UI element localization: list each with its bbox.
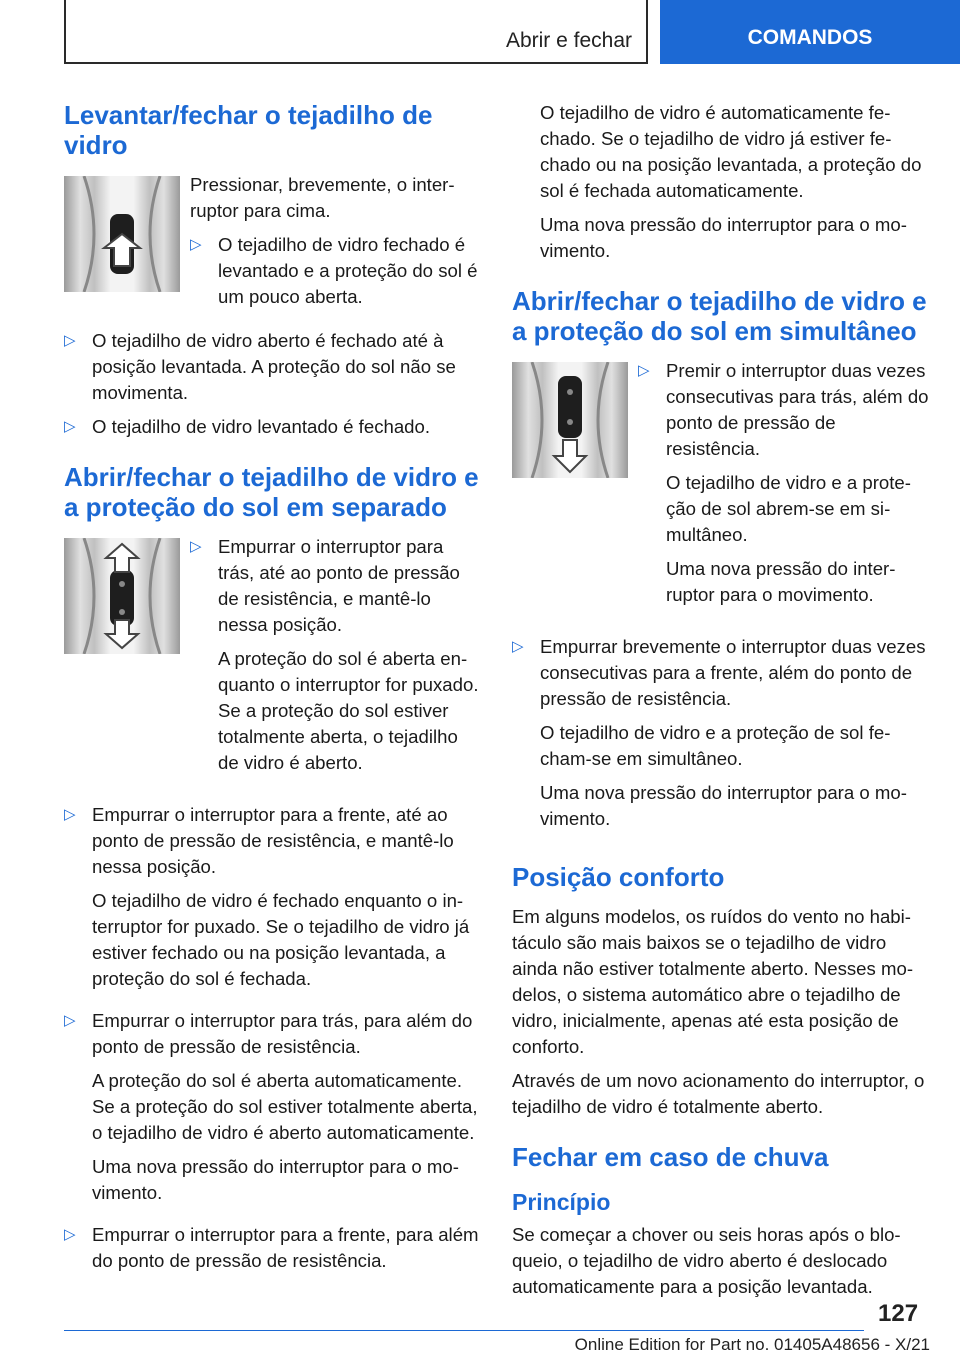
triangle-bullet-icon: ▷ (638, 362, 650, 379)
bullet-para: Uma nova pressão do interruptor para o movimento. (540, 214, 907, 261)
triangle-bullet-icon: ▷ (190, 538, 202, 555)
bullet-para: Uma nova pressão do interruptor para o movimento. (540, 782, 907, 829)
footer-divider (64, 1330, 864, 1331)
heading-comfort-position: Posição conforto (512, 862, 725, 892)
triangle-bullet-icon: ▷ (64, 1226, 76, 1243)
list-item (64, 328, 482, 406)
switch-up-down-illustration (64, 538, 180, 654)
bullet-para: Uma nova pressão do interruptor para o movimento. (92, 1156, 459, 1203)
comfort-para-2: Através de um novo acionamento do interruptor, o tejadilho de vidro é totalmente aberto. (512, 1070, 925, 1117)
list-item (64, 1222, 482, 1282)
switch-down-illustration (512, 362, 628, 478)
bullet-text: O tejadilho de vidro aberto é fechado até à posição levantada. A proteção do sol não se movimenta. (92, 330, 456, 403)
bullet-text: Premir o interruptor duas vezes consecutivas para trás, além do ponto de pressão de resistência. (666, 360, 929, 459)
heading-rain-close: Fechar em caso de chuva (512, 1142, 829, 1172)
header-section-box (64, 0, 648, 64)
page-number: 127 (878, 1300, 919, 1327)
list-item (64, 802, 482, 1000)
bullet-text: Empurrar o interruptor para trás, para além do ponto de pressão de resistência. (92, 1010, 473, 1057)
bullet-text: O tejadilho de vidro levantado é fechado. (92, 416, 431, 437)
bullet-para: O tejadilho de vidro e a proteção de sol abrem-se em simultâneo. (666, 472, 911, 545)
section-title: Abrir e fechar (505, 29, 632, 52)
bullet-para: O tejadilho de vidro é fechado enquanto o interruptor for puxado. Se o tejadilho de vidro já estiver fechado ou na posição levantada, a proteção do sol é fechada. (92, 890, 470, 989)
list-item (512, 634, 930, 840)
bullet-text: Empurrar brevemente o interruptor duas vezes consecutivas para a frente, além do ponto de pressão de resistência. (540, 636, 926, 709)
edition-footer: Online Edition for Part no. 01405A48656 - X/21 (574, 1335, 930, 1354)
list-item (64, 1008, 482, 1214)
fig1-text: Pressionar, brevemente, o interruptor para cima. (190, 174, 455, 221)
triangle-bullet-icon: ▷ (64, 1012, 76, 1029)
bullet-text: O tejadilho de vidro fechado é levantado e a proteção do sol é um pouco aberta. (218, 234, 478, 307)
heading-separate: Abrir/fechar o tejadilho de vidro e a proteção do sol em separado (64, 462, 479, 522)
bullet-para: A proteção do sol é aberta automaticamente. Se a proteção do sol estiver totalmente aberta, o tejadilho de vidro é aberto automaticamente. (92, 1070, 478, 1143)
list-item (190, 232, 482, 310)
triangle-bullet-icon: ▷ (190, 236, 202, 253)
comfort-para-1: Em alguns modelos, os ruídos do vento no habitáculo são mais baixos se o tejadilho de vidro ainda não estiver totalmente aberto. Nesses modelos, o sistema automático abre o tejadilho de vidro, inicialmente, apenas até esta posição de conforto. (512, 906, 914, 1057)
triangle-bullet-icon: ▷ (64, 332, 76, 349)
triangle-bullet-icon: ▷ (64, 806, 76, 823)
bullet-para: Uma nova pressão do interruptor para o movimento. (666, 558, 896, 605)
list-item (638, 358, 930, 616)
subheading-principle: Princípio (512, 1189, 611, 1215)
left-column (64, 100, 482, 1290)
right-column (512, 100, 930, 1308)
heading-raise-close: Levantar/fechar o tejadilho de vidro (64, 100, 433, 160)
figure-block-3 (512, 358, 930, 624)
bullet-para: A proteção do sol é aberta enquanto o interruptor for puxado. Se a proteção do sol estiver totalmente aberta, o tejadilho de vidro é aberto. (218, 648, 479, 773)
list-item (64, 414, 482, 440)
bullet-text: Empurrar o interruptor para trás, até ao ponto de pressão de resistência, e mantê-lo nessa posição. (218, 536, 460, 635)
triangle-bullet-icon: ▷ (64, 418, 76, 435)
switch-up-illustration (64, 176, 180, 292)
list-item (190, 534, 482, 784)
triangle-bullet-icon: ▷ (512, 638, 524, 655)
bullet-text: Empurrar o interruptor para a frente, para além do ponto de pressão de resistência. (92, 1224, 479, 1271)
bullet-para: O tejadilho de vidro e a proteção de sol fecham-se em simultâneo. (540, 722, 891, 769)
figure-block-2 (64, 534, 482, 792)
bullet-para: O tejadilho de vidro é automaticamente fechado. Se o tejadilho de vidro já estiver fechado ou na posição levantada, a proteção do sol é fechada automaticamente. (540, 102, 922, 201)
heading-simultaneous: Abrir/fechar o tejadilho de vidro e a proteção do sol em simultâneo (512, 286, 927, 346)
list-item-continued (512, 100, 930, 272)
bullet-text: Empurrar o interruptor para a frente, até ao ponto de pressão de resistência, e mantê-lo nessa posição. (92, 804, 454, 877)
principle-para: Se começar a chover ou seis horas após o bloqueio, o tejadilho de vidro aberto é deslocado automaticamente para a posição levantada. (512, 1224, 901, 1297)
chapter-tab[interactable]: COMANDOS (660, 0, 960, 64)
figure-block-1 (64, 172, 482, 318)
